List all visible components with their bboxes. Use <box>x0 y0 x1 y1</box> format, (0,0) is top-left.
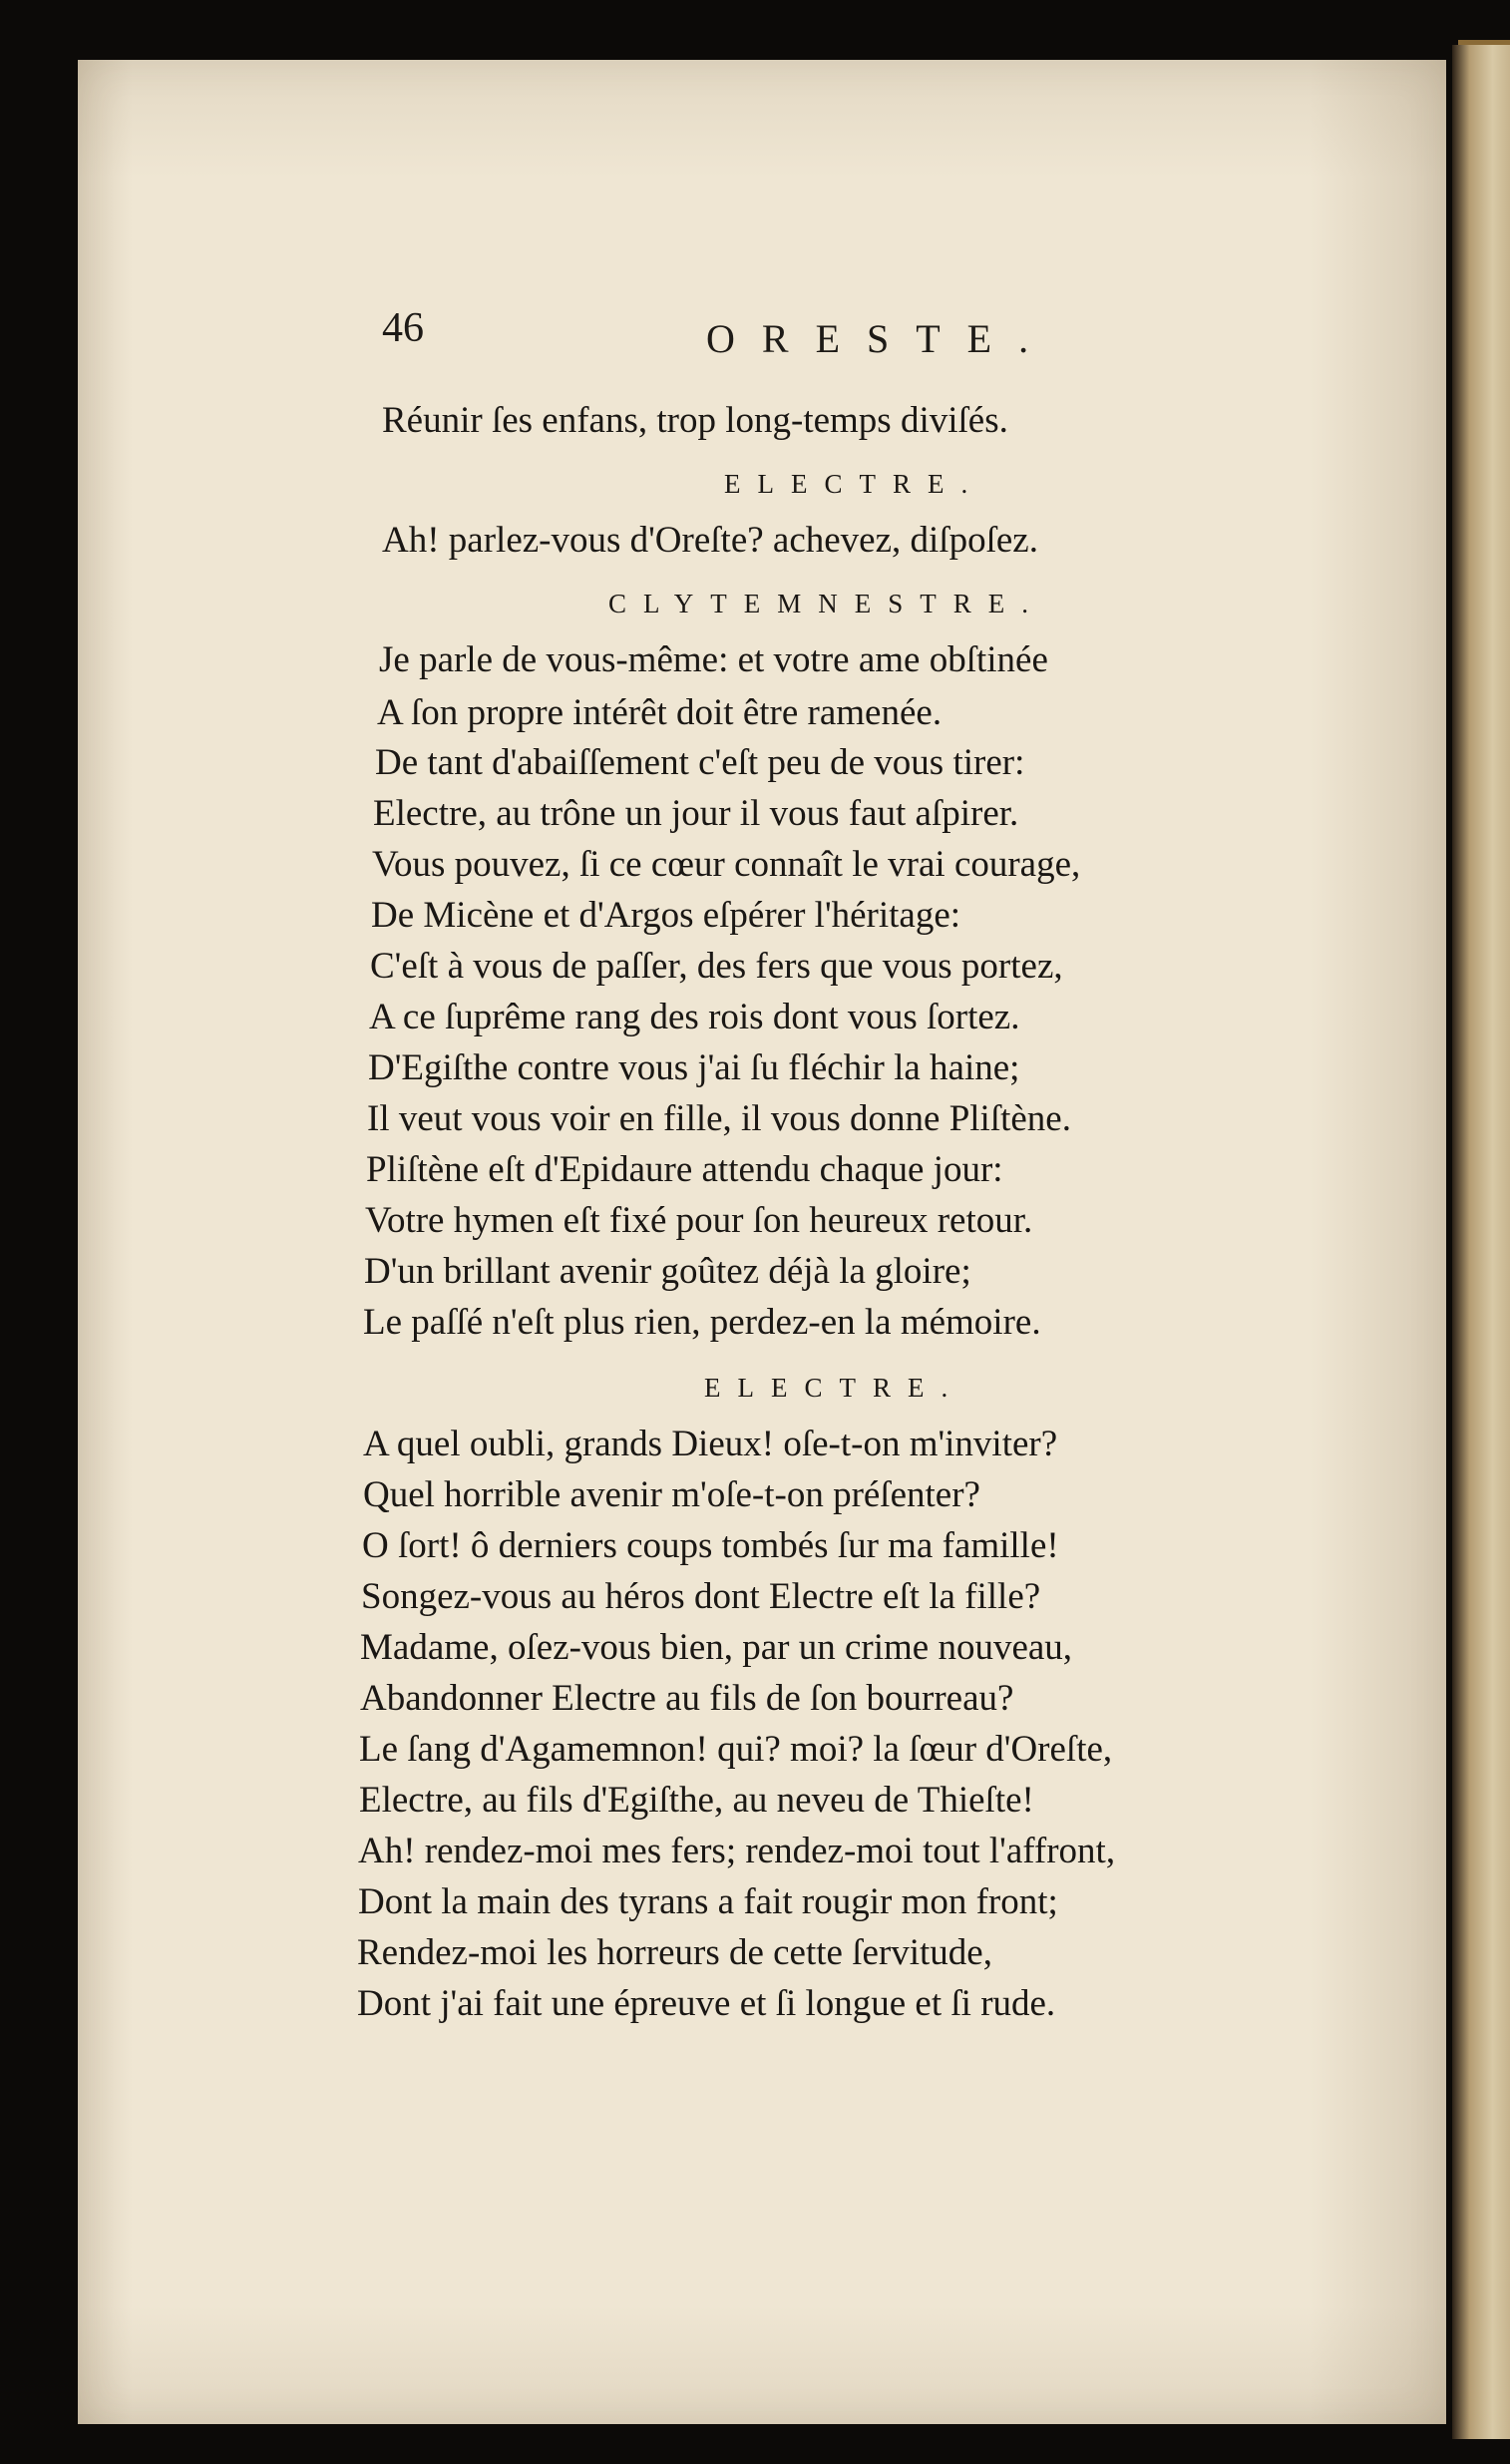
speaker-name: ELECTRE. <box>724 469 985 499</box>
verse-line: Dont j'ai fait une épreuve et ſi longue et ſi rude. <box>357 1983 1056 2024</box>
verse-line: Electre, au trône un jour il vous faut aſpirer. <box>373 793 1019 834</box>
verse-line: Le paſſé n'eſt plus rien, perdez-en la mémoire. <box>363 1302 1041 1343</box>
speaker-name: ELECTRE. <box>704 1373 965 1403</box>
verse-line: C'eſt à vous de paſſer, des fers que vous portez, <box>370 946 1063 987</box>
verse-line: Abandonner Electre au fils de ſon bourreau? <box>360 1678 1014 1719</box>
verse-line: Je parle de vous-même: et votre ame obſtinée <box>379 639 1048 680</box>
verse-line: Ah! parlez-vous d'Oreſte? achevez, diſpoſez. <box>382 520 1038 561</box>
verse-line: Quel horrible avenir m'oſe-t-on préſenter? <box>363 1474 980 1515</box>
verse-line: Rendez-moi les horreurs de cette ſervitude, <box>357 1932 992 1973</box>
book-page <box>78 60 1446 2424</box>
verse-line: D'un brillant avenir goûtez déjà la gloire; <box>364 1251 971 1292</box>
running-title: ORESTE. <box>706 316 1056 361</box>
verse-line: Pliſtène eſt d'Epidaure attendu chaque jour: <box>366 1149 1003 1190</box>
verse-line: Le ſang d'Agamemnon! qui? moi? la ſœur d'Oreſte, <box>359 1729 1113 1770</box>
verse-line: A quel oubli, grands Dieux! oſe-t-on m'inviter? <box>363 1424 1058 1464</box>
verse-line: A ce ſuprême rang des rois dont vous ſortez. <box>369 997 1020 1037</box>
verse-line: Songez-vous au héros dont Electre eſt la fille? <box>361 1576 1041 1617</box>
verse-line: A ſon propre intérêt doit être ramenée. <box>377 692 943 733</box>
verse-line: Il veut vous voir en fille, il vous donne Pliſtène. <box>367 1098 1071 1139</box>
verse-line: De tant d'abaiſſement c'eſt peu de vous tirer: <box>375 742 1025 783</box>
verse-line: Vous pouvez, ſi ce cœur connaît le vrai courage, <box>372 844 1081 885</box>
verse-line: Dont la main des tyrans a fait rougir mon front; <box>358 1881 1058 1922</box>
adjacent-page <box>1452 45 1510 2439</box>
verse-line: O ſort! ô derniers coups tombés ſur ma famille! <box>362 1525 1059 1566</box>
verse-line: De Micène et d'Argos eſpérer l'héritage: <box>371 895 961 936</box>
verse-line: Electre, au fils d'Egiſthe, au neveu de Thieſte! <box>359 1780 1034 1821</box>
verse-line: D'Egiſthe contre vous j'ai ſu fléchir la haine; <box>368 1047 1020 1088</box>
page-number: 46 <box>382 305 424 351</box>
verse-line: Madame, oſez-vous bien, par un crime nouveau, <box>360 1627 1073 1668</box>
speaker-name: CLYTEMNESTRE. <box>608 589 1046 618</box>
verse-line: Votre hymen eſt fixé pour ſon heureux retour. <box>365 1200 1033 1241</box>
continuation-line: Réunir ſes enfans, trop long-temps diviſés. <box>382 400 1008 441</box>
verse-line: Ah! rendez-moi mes fers; rendez-moi tout l'affront, <box>358 1831 1116 1871</box>
